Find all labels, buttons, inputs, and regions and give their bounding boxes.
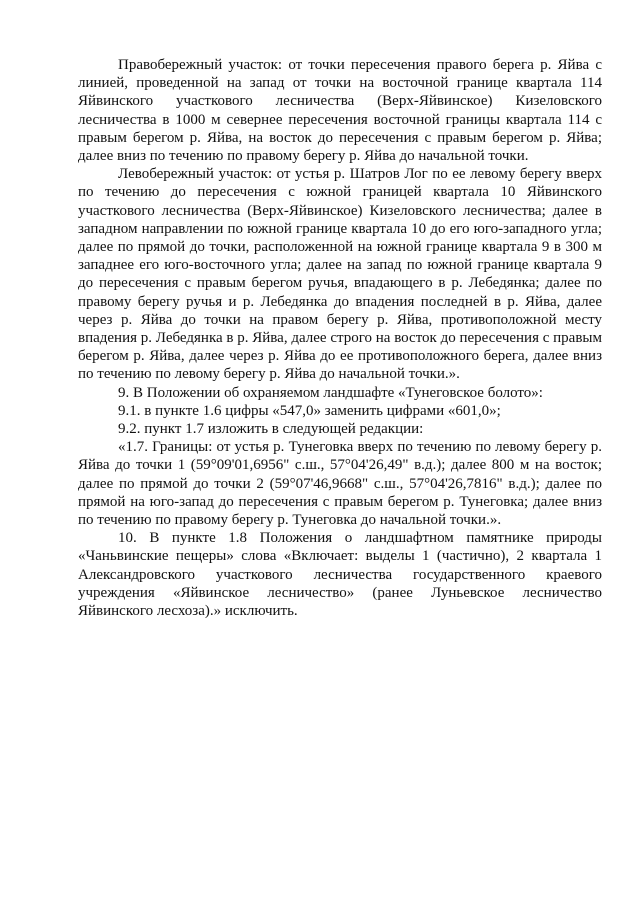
paragraph-item-9-2: 9.2. пункт 1.7 изложить в следующей редакции: [118, 421, 424, 438]
paragraph-item-10: 10. В пункте 1.8 Положения о ландшафтном памятнике природы «Чаньвинские пещеры» слова «Включает: выделы 1 (частично), 2 квартала 1 Александровского участкового лесничества государственного краевого учреждения «Яйвинское лесничество» (ранее Луньевское лесничество Яйвинского лесхоза).» исключить. [78, 530, 602, 620]
paragraph-right-bank-section: Правобережный участок: от точки пересечения правого берега р. Яйва с линией, проведенной на запад от точки на восточной границе квартала 114 Яйвинского участкового лесничества (Верх-Яйвинское) Кизеловского лесничества в 1000 м севернее пересечения восточной границы квартала 114 с правым берегом р. Яйва, на восток до пересечения с правым берегом р. Яйва; далее вниз по течению по правому берегу р. Яйва до начальной точки. [78, 57, 602, 165]
paragraph-item-9-1: 9.1. в пункте 1.6 цифры «547,0» заменить цифрами «601,0»; [118, 402, 501, 419]
document-body [78, 56, 602, 620]
paragraph-boundaries-1-7: «1.7. Границы: от устья р. Тунеговка вверх по течению по левому берегу р. Яйва до точки 1 (59°09'01,6956" с.ш., 57°04'26,49" в.д.); далее 800 м на восток; далее по прямой до точки 2 (59°07'46,9668" с.ш., 57°04'26,7816" в.д.); далее по прямой на юго-запад до пересечения с правым берегом р. Тунеговка; далее вниз по течению по правому берегу р. Тунеговка до начальной точки.». [78, 439, 602, 529]
paragraph-item-9: 9. В Положении об охраняемом ландшафте «Тунеговское болото»: [118, 384, 543, 401]
paragraph-left-bank-section: Левобережный участок: от устья р. Шатров Лог по ее левому берегу вверх по течению до пересечения с южной границей квартала 10 Яйвинского участкового лесничества (Верх-Яйвинское) Кизеловского лесничества; далее в западном направлении по южной границе квартала 10 до его юго-западного угла; далее по прямой до точки, расположенной на южной границе квартала 9 в 300 м западнее его юго-восточного угла; далее на запад по южной границе квартала 9 до пересечения с правым берегом ручья, впадающего в р. Лебедянка; далее по правому берегу ручья и р. Лебедянка до впадения последней в р. Яйва, далее через р. Яйва до точки на правом берегу р. Яйва, противоположной месту впадения р. Лебедянка в р. Яйва, далее строго на восток до пересечения с правым берегом р. Яйва, далее через р. Яйва до ее противоположного берега, далее вниз по течению по левому берегу р. Яйва до начальной точки.». [78, 166, 602, 383]
